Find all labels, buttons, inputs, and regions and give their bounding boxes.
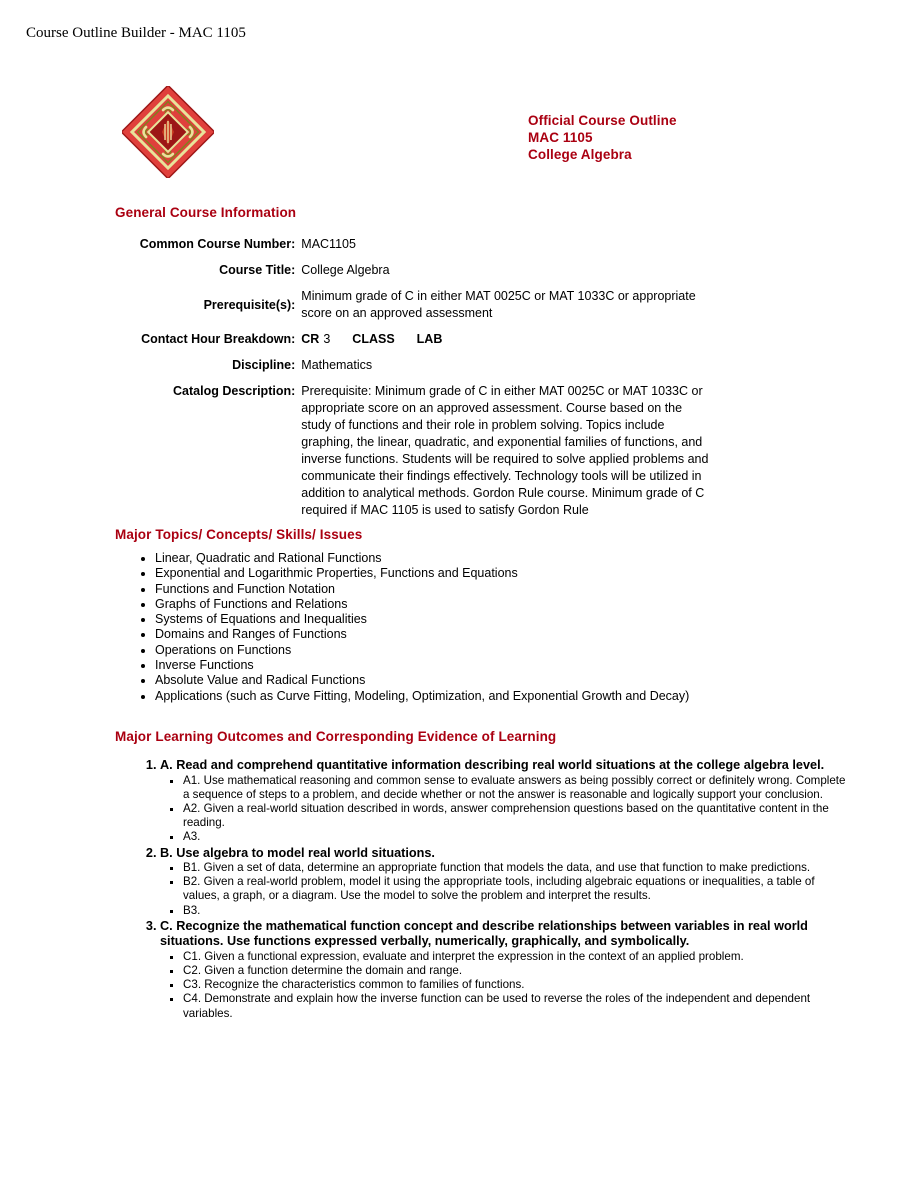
value-course-title: College Algebra [301,263,390,277]
label-discipline: Discipline: [232,358,296,372]
table-row [115,357,715,374]
list-item: • Domains and Ranges of Functions [155,627,689,642]
title-line-3: College Algebra [528,147,632,162]
section-heading-general-course-information: General Course Information [115,205,297,220]
evidence-item: ▪ C3. Recognize the characteristics common to families of functions. [183,978,850,992]
outcome-text: 2. B. Use algebra to model real world situations. [160,845,435,860]
table-row [115,262,715,279]
evidence-item: ▪ A2. Given a real-world situation described in words, answer comprehension questions based on the quantitative content in the reading. [183,802,850,830]
table-row [115,383,715,519]
list-item: • Graphs of Functions and Relations [155,597,689,612]
list-item: • Operations on Functions [155,643,689,658]
list-item: • Exponential and Logarithmic Properties, Functions and Equations [155,566,689,581]
evidence-item: ▪ C1. Given a functional expression, evaluate and interpret the expression in the context of an applied problem. [183,950,850,964]
outcome-item [160,758,850,845]
list-item: • Linear, Quadratic and Rational Functions [155,551,689,566]
learning-outcomes-list [133,758,850,1022]
evidence-list [160,774,850,845]
evidence-item: ▪ B3. [183,904,850,918]
table-row [115,288,715,322]
row-spacer [115,279,715,288]
official-course-outline-title [528,112,677,163]
hours-cr-value: 3 [323,332,331,346]
outcome-item [160,846,850,918]
outcome-text: 1. A. Read and comprehend quantitative information describing real world situations at the college algebra level. [160,758,825,772]
row-spacer [115,374,715,383]
evidence-item: ▪ A1. Use mathematical reasoning and common sense to evaluate answers as being possibly correct or definitely wrong. Complete a sequence of steps to a problem, and decide whether or not the answer is reasonable and logically support your conclusion. [183,774,850,802]
outcome-item [160,919,850,1021]
outcome-text: 3. C. Recognize the mathematical function concept and describe relationships between variables in real world situations. Use functions expressed verbally, numerically, graphically, and symbolically. [160,918,808,949]
window-title: Course Outline Builder - MAC 1105 [26,25,246,41]
evidence-item: ▪ B2. Given a real-world problem, model it using the appropriate tools, including algebraic equations or inequalities, a table of values, a graph, or a diagram. Use the model to solve the problem and interpret the results. [183,875,850,903]
list-item: • Absolute Value and Radical Functions [155,673,689,688]
evidence-item: ▪ A3. [183,830,850,844]
value-common-course-number: MAC1105 [301,237,356,251]
label-prerequisites: Prerequisite(s): [203,297,296,312]
value-prerequisites: Minimum grade of C in either MAT 0025C or MAT 1033C or appropriate score on an approved assessment [301,289,696,320]
value-contact-hour-breakdown [301,331,715,348]
general-course-information-table [115,236,715,519]
evidence-item: ▪ B1. Given a set of data, determine an appropriate function that models the data, and use that function to make predictions. [183,861,850,875]
evidence-item: ▪ C4. Demonstrate and explain how the inverse function can be used to reverse the roles of the independent and dependent variables. [183,992,850,1020]
section-heading-major-topics: Major Topics/ Concepts/ Skills/ Issues [115,527,363,542]
list-item: • Functions and Function Notation [155,582,689,597]
section-heading-learning-outcomes: Major Learning Outcomes and Corresponding Evidence of Learning [115,729,557,744]
diamond-emblem-logo [122,86,214,178]
evidence-item: ▪ C2. Given a function determine the domain and range. [183,964,850,978]
masthead [0,86,918,186]
row-spacer [115,348,715,357]
row-spacer [115,322,715,331]
label-catalog-description: Catalog Description: [173,384,296,398]
list-item: • Applications (such as Curve Fitting, Modeling, Optimization, and Exponential Growth and Decay) [155,689,689,704]
list-item: • Systems of Equations and Inequalities [155,612,689,627]
major-topics-list [133,551,689,704]
list-item: • Inverse Functions [155,658,689,673]
value-discipline: Mathematics [301,358,373,372]
hours-class-label: CLASS [352,332,395,346]
title-line-1: Official Course Outline [528,113,677,128]
evidence-list [160,861,850,918]
table-row [115,331,715,348]
row-spacer [115,253,715,262]
table-row [115,236,715,253]
label-contact-hour-breakdown: Contact Hour Breakdown: [141,332,296,346]
evidence-list [160,950,850,1021]
hours-cr-label: CR [301,332,320,346]
value-catalog-description: Prerequisite: Minimum grade of C in either MAT 0025C or MAT 1033C or appropriate score on an approved assessment. Course based on the study of functions and their role in problem solving. Topics include graphing, the linear, quadratic, and exponential families of functions, and inverse functions. Students will be required to solve applied problems and communicate their findings effectively. Technology tools will be utilized in addition to analytical methods. Gordon Rule course. Minimum grade of C required if MAC 1105 is used to satisfy Gordon Rule [301,384,709,517]
label-common-course-number: Common Course Number: [139,237,296,251]
hours-lab-label: LAB [416,332,443,346]
label-course-title: Course Title: [219,263,296,277]
title-line-2: MAC 1105 [528,130,593,145]
